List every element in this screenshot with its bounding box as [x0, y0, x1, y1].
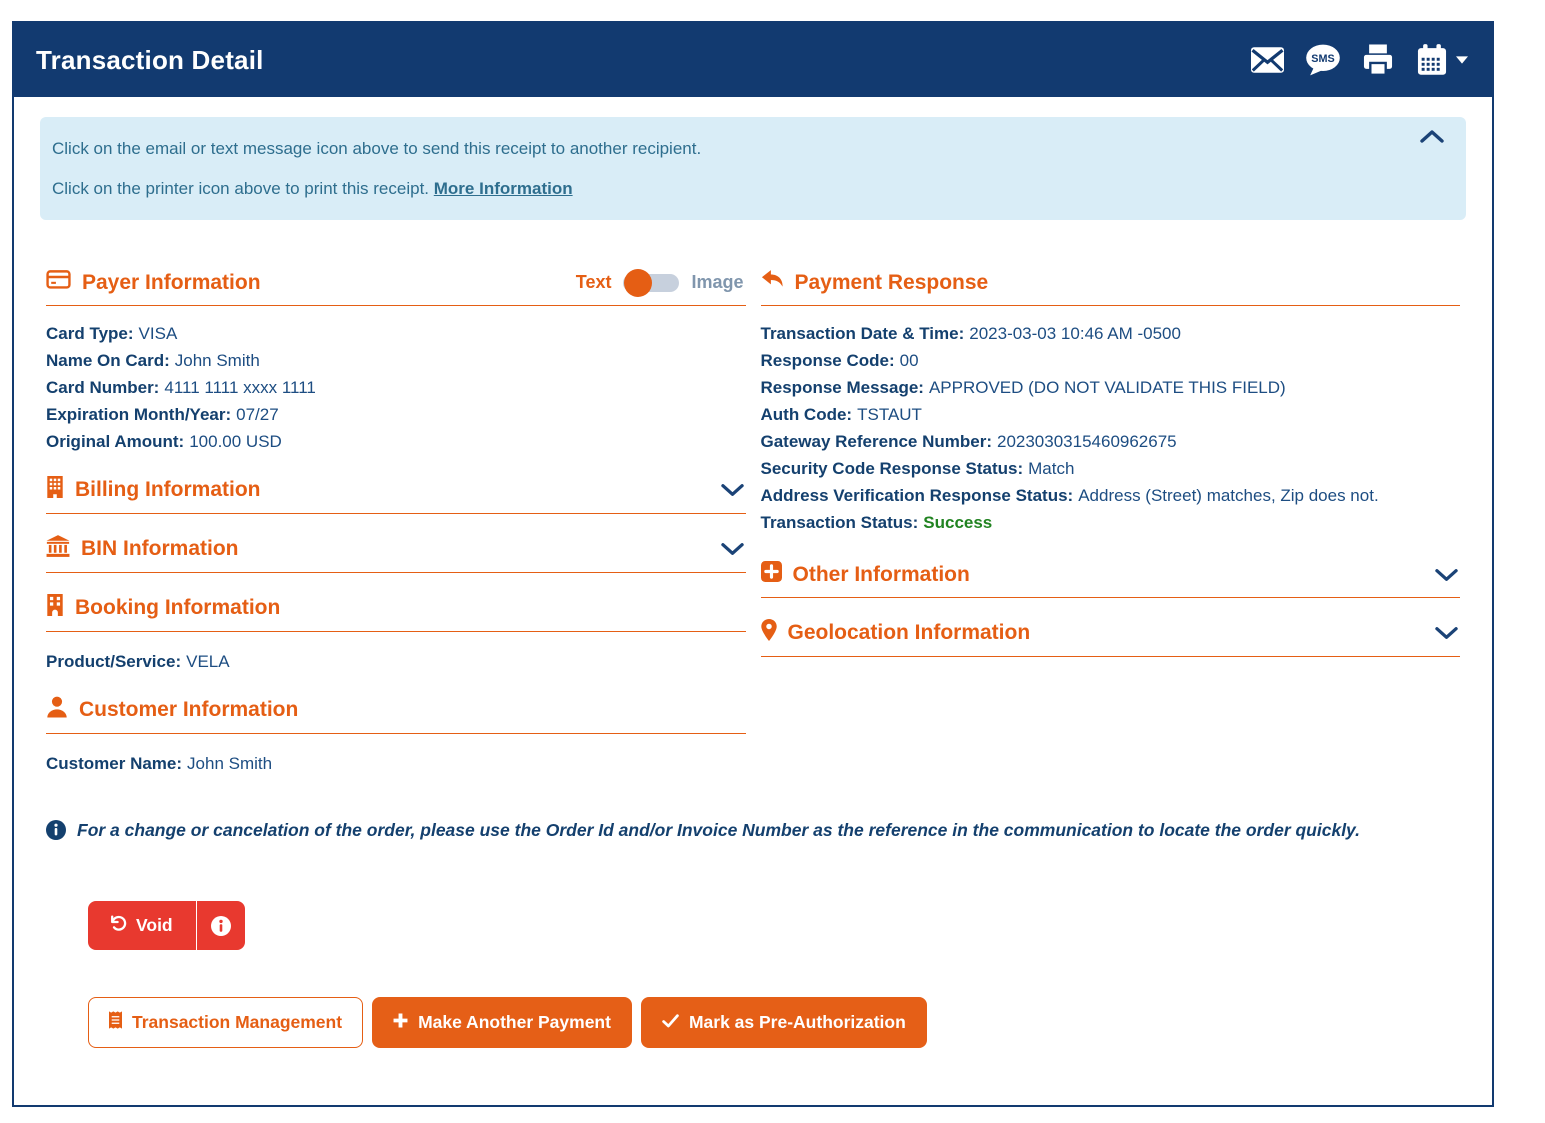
void-button[interactable]: [88, 901, 245, 950]
chevron-down-icon[interactable]: [721, 542, 744, 556]
transaction-detail-panel: [12, 21, 1494, 1107]
section-title: Geolocation Information: [787, 621, 1031, 644]
customer-fields: [46, 750, 746, 777]
section-customer-information: [46, 691, 746, 734]
field-row: Card Number: 4111 1111 xxxx 1111: [46, 378, 316, 397]
chevron-down-icon[interactable]: [1435, 626, 1458, 640]
info-icon: [210, 915, 232, 937]
mark-pre-authorization-label: Mark as Pre-Authorization: [688, 1012, 906, 1032]
section-payment-response: [761, 264, 1461, 306]
payer-fields: [46, 320, 746, 455]
section-title: BIN Information: [81, 537, 239, 560]
field-row: Product/Service: VELA: [46, 652, 230, 671]
hotel-icon: [46, 594, 64, 622]
toggle-knob: [624, 269, 652, 297]
void-button-label: Void: [136, 915, 173, 935]
header-actions: [1249, 43, 1468, 77]
chevron-down-icon[interactable]: [1435, 568, 1458, 582]
section-title: Booking Information: [75, 596, 281, 619]
toggle-image-label: Image: [691, 272, 744, 292]
section-title: Payer Information: [82, 270, 261, 294]
notice-line-2: [52, 178, 1418, 200]
user-icon: [46, 696, 68, 724]
field-row: Gateway Reference Number: 2023030315460962675: [760, 432, 1177, 451]
transaction-status-row: Transaction Status: Success: [760, 513, 993, 532]
section-booking-information: [46, 589, 746, 632]
order-note-text: For a change or cancelation of the order, please use the Order Id and/or Invoice Number as the reference in the communication to locate the order quickly.: [77, 820, 1361, 840]
notice-line-2-text: Click on the printer icon above to print this receipt.: [52, 179, 430, 198]
toggle-switch[interactable]: [623, 274, 679, 292]
more-information-link[interactable]: More Information: [433, 179, 573, 198]
section-billing-information[interactable]: [46, 471, 746, 514]
make-another-payment-button[interactable]: [372, 997, 632, 1048]
section-geolocation-information[interactable]: [761, 614, 1461, 657]
payment-response-fields: [761, 320, 1461, 536]
sms-icon-label: SMS: [1311, 52, 1335, 65]
mark-pre-authorization-button[interactable]: [641, 997, 927, 1048]
transaction-management-button[interactable]: [88, 997, 363, 1048]
booking-fields: [46, 648, 746, 675]
bank-icon: [46, 535, 70, 563]
field-row: Transaction Date & Time: 2023-03-03 10:46 AM -0500: [760, 324, 1181, 343]
section-title: Customer Information: [79, 698, 299, 721]
building-icon: [46, 476, 64, 504]
field-row: Response Code: 00: [760, 351, 919, 370]
field-row: Address Verification Response Status: Address (Street) matches, Zip does not.: [760, 486, 1379, 505]
email-icon[interactable]: [1249, 45, 1286, 75]
void-info-button[interactable]: [197, 901, 245, 950]
credit-card-icon: [46, 269, 71, 296]
caret-down-icon: [1456, 56, 1468, 64]
plus-square-icon: [761, 561, 782, 588]
section-title: Billing Information: [75, 478, 261, 501]
order-change-note: [46, 819, 1460, 845]
field-row: Original Amount: 100.00 USD: [46, 432, 282, 451]
field-row: Expiration Month/Year: 07/27: [46, 405, 279, 424]
info-circle-icon: [46, 820, 66, 845]
field-row: Security Code Response Status: Match: [760, 459, 1075, 478]
map-pin-icon: [761, 619, 777, 647]
header-bar: [14, 23, 1492, 97]
sms-icon[interactable]: [1304, 43, 1342, 77]
print-icon[interactable]: [1360, 43, 1396, 77]
field-row: Name On Card: John Smith: [46, 351, 260, 370]
section-title: Payment Response: [794, 270, 989, 294]
field-row: Response Message: APPROVED (DO NOT VALIDATE THIS FIELD): [760, 378, 1286, 397]
reply-arrow-icon: [761, 269, 784, 296]
calendar-icon[interactable]: [1414, 43, 1468, 77]
void-row: [88, 901, 1492, 950]
section-title: Other Information: [792, 562, 970, 586]
main-columns: [14, 264, 1492, 781]
field-row: Customer Name: John Smith: [46, 754, 273, 773]
section-bin-information[interactable]: [46, 530, 746, 573]
receipt-notice: [40, 117, 1466, 220]
receipt-icon: [109, 1011, 122, 1034]
status-success-value: Success: [923, 513, 993, 532]
notice-line-1: Click on the email or text message icon above to send this receipt to another recipient.: [52, 139, 702, 158]
text-image-toggle[interactable]: [576, 272, 744, 293]
chevron-down-icon[interactable]: [721, 483, 744, 497]
toggle-text-label: Text: [575, 272, 612, 292]
page-title: Transaction Detail: [36, 44, 264, 75]
make-another-payment-label: Make Another Payment: [418, 1012, 611, 1032]
transaction-management-label: Transaction Management: [132, 1012, 343, 1032]
void-button-main[interactable]: [88, 901, 197, 950]
section-other-information[interactable]: [761, 556, 1461, 598]
plus-icon: [393, 1012, 408, 1033]
left-column: [46, 264, 746, 781]
chevron-up-icon[interactable]: [1420, 129, 1444, 149]
undo-icon: [109, 914, 127, 937]
action-buttons-row: [88, 997, 1492, 1048]
check-icon: [662, 1012, 679, 1033]
field-row: Card Type: VISA: [46, 324, 178, 343]
right-column: [761, 264, 1461, 781]
field-row: Auth Code: TSTAUT: [760, 405, 922, 424]
section-payer-information: [46, 264, 746, 306]
